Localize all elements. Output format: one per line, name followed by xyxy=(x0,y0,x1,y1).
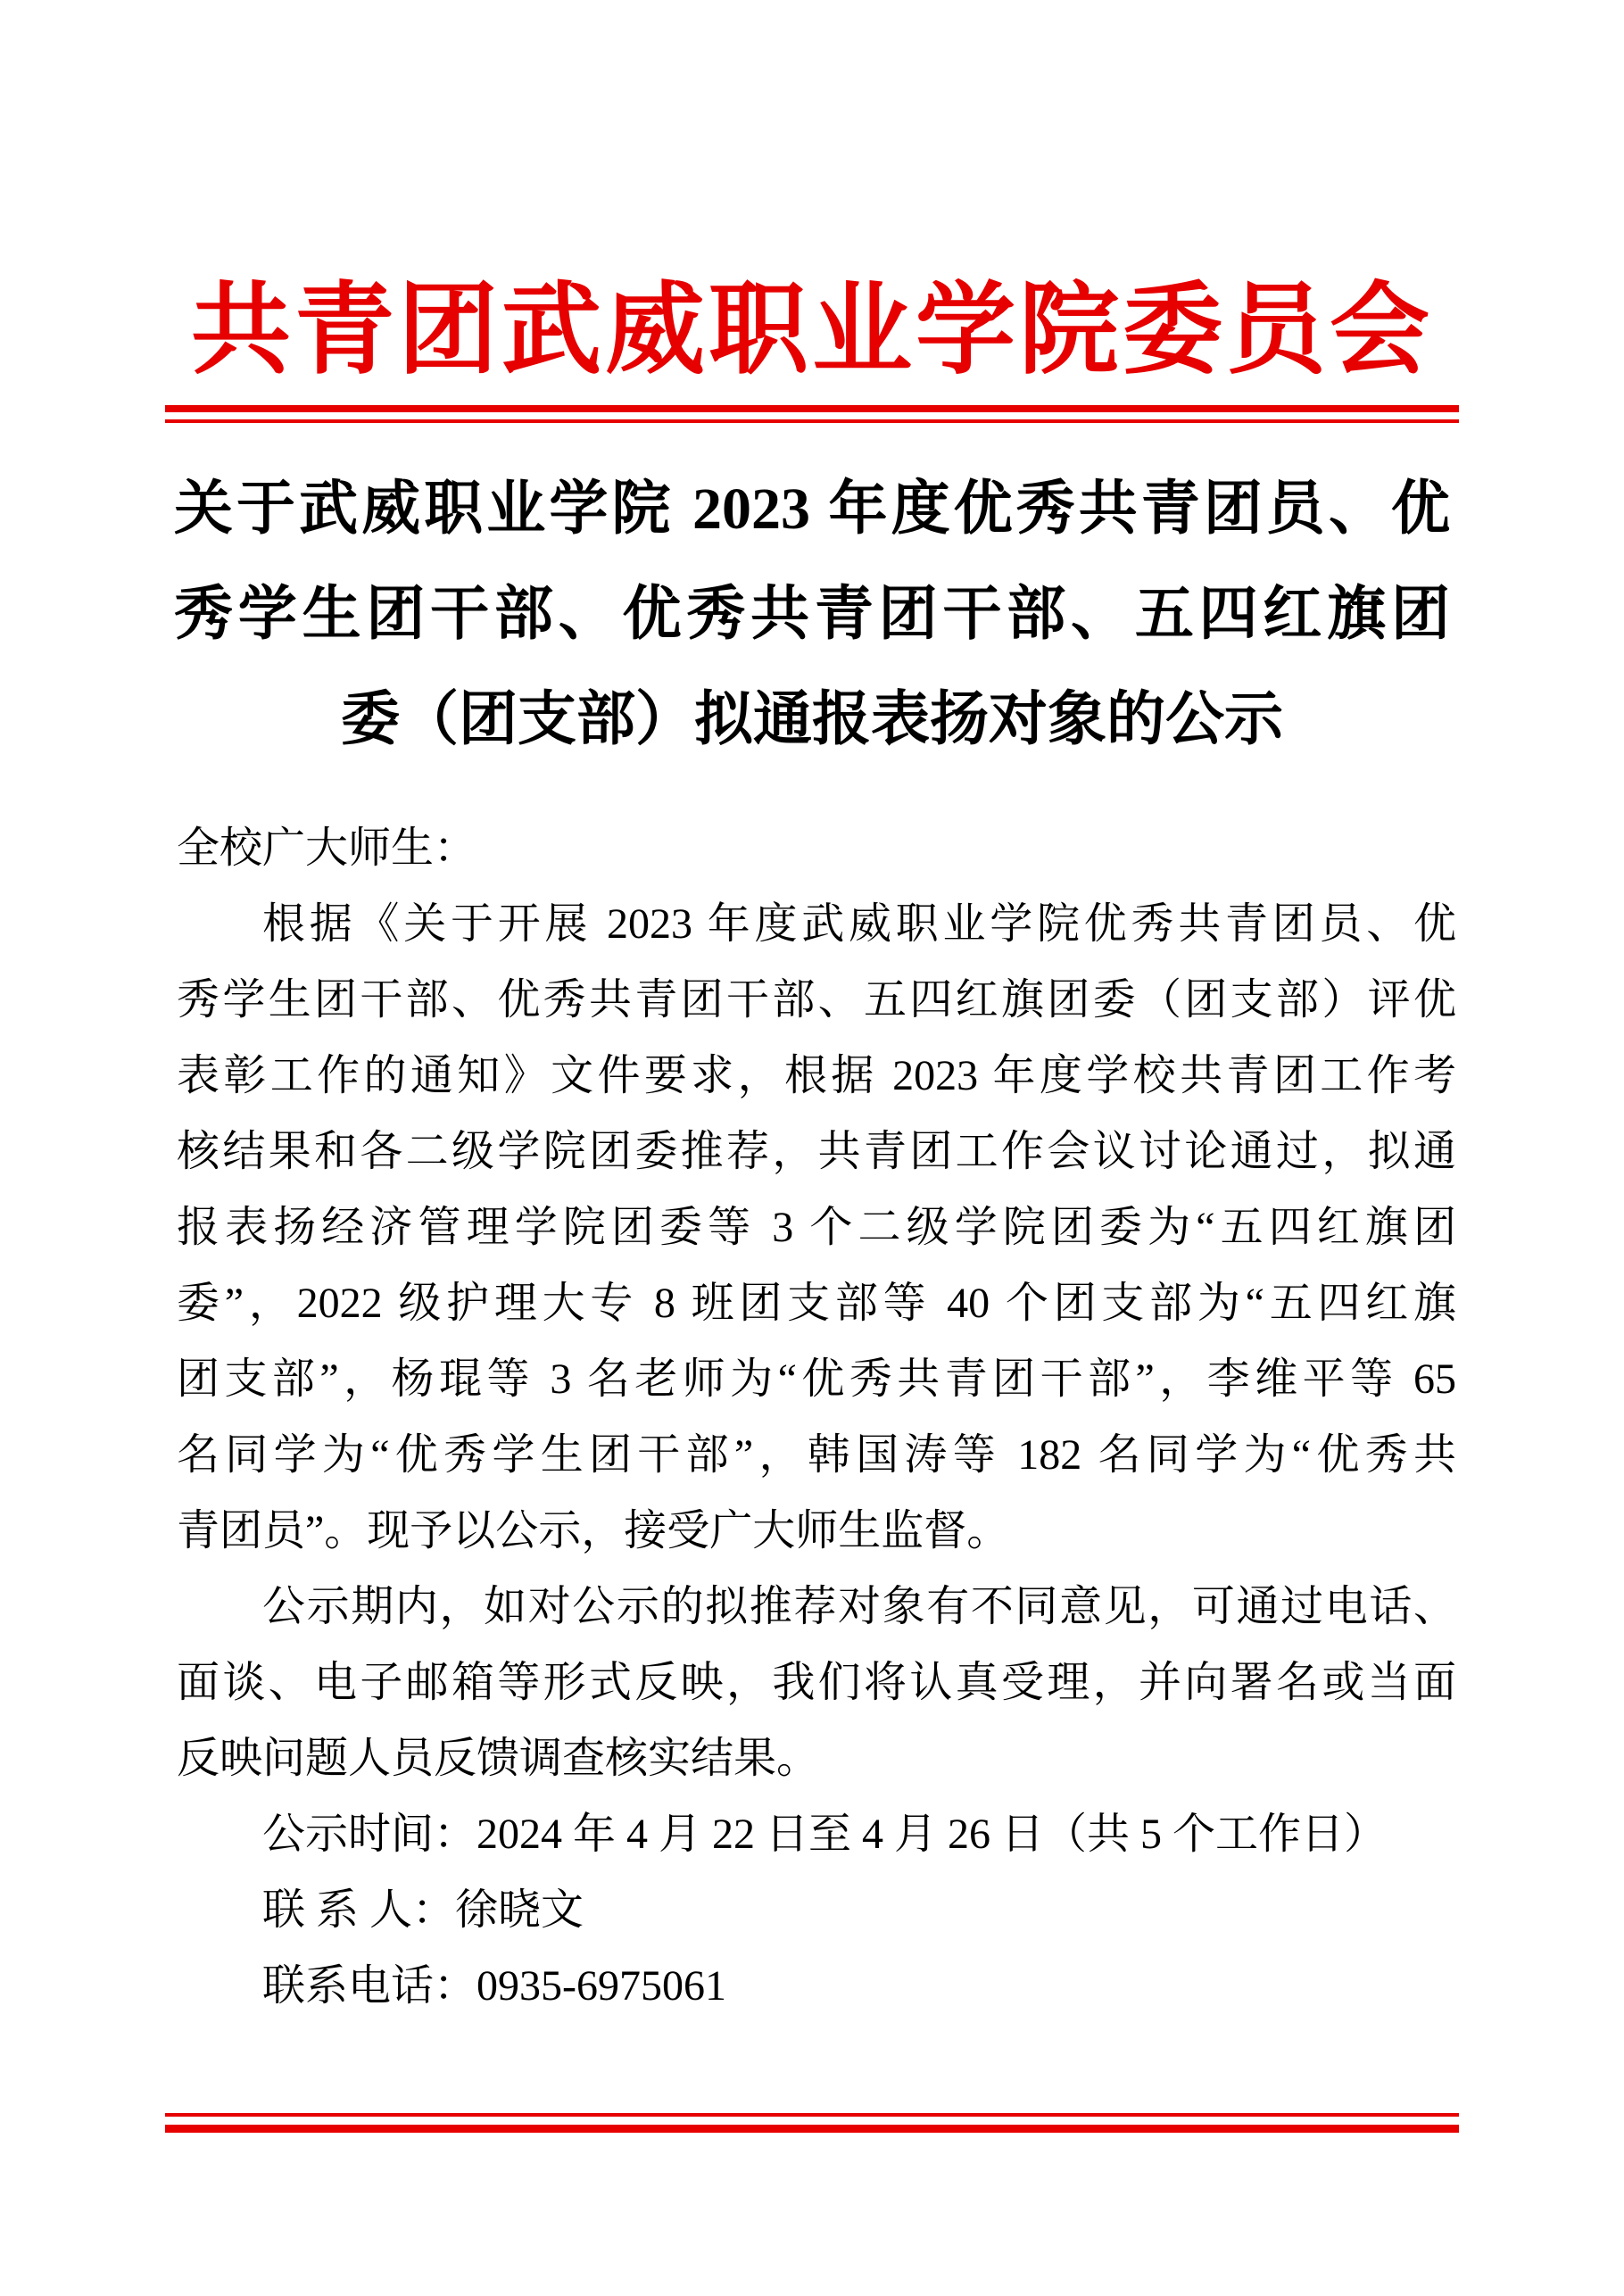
paragraph-notice-period xyxy=(177,1796,1456,1872)
body-line: 青团员”。现予以公示，接受广大师生监督。 xyxy=(177,1507,1010,1554)
body-line: 公示期内，如对公示的拟推荐对象有不同意见，可通过电话、 xyxy=(262,1583,1456,1630)
body-line: 核结果和各二级学院团委推荐，共青团工作会议讨论通过，拟通 xyxy=(177,1128,1456,1175)
paragraph-announcement xyxy=(177,886,1456,1569)
salutation: 全校广大师生： xyxy=(177,825,477,872)
document-header-title: 共青团武威职业学院委员会 xyxy=(191,276,1433,386)
body-line: 根据《关于开展 2023 年度武威职业学院优秀共青团员、优 xyxy=(262,900,1456,948)
body-line: 联 系 人：徐晓文 xyxy=(262,1886,584,1934)
paragraphs xyxy=(177,886,1456,2024)
body-line: 联系电话：0935-6975061 xyxy=(262,1962,726,2010)
footer-rule-thin xyxy=(165,2113,1459,2117)
header-rule-thick xyxy=(165,405,1459,412)
body-line: 报表扬经济管理学院团委等 3 个二级学院团委为“五四红旗团 xyxy=(177,1204,1456,1251)
header-rule-thin xyxy=(165,419,1459,423)
body-line: 表彰工作的通知》文件要求，根据 2023 年度学校共青团工作考 xyxy=(177,1052,1456,1099)
body-line: 委”，2022 级护理大专 8 班团支部等 40 个团支部为“五四红旗 xyxy=(177,1280,1456,1327)
body-line: 面谈、电子邮箱等形式反映，我们将认真受理，并向署名或当面 xyxy=(177,1659,1456,1706)
title-line: 委（团支部）拟通报表扬对象的公示 xyxy=(341,687,1283,752)
body-line: 团支部”，杨琨等 3 名老师为“优秀共青团干部”，李维平等 65 xyxy=(177,1355,1456,1403)
body-line: 秀学生团干部、优秀共青团干部、五四红旗团委（团支部）评优 xyxy=(177,976,1456,1024)
document-title xyxy=(174,457,1450,773)
paragraph-feedback xyxy=(177,1569,1456,1796)
paragraph-contact-person xyxy=(177,1872,1456,1948)
body-line: 公示时间：2024 年 4 月 22 日至 4 月 26 日（共 5 个工作日） xyxy=(262,1811,1388,1858)
title-line: 关于武威职业学院 2023 年度优秀共青团员、优 xyxy=(174,477,1450,542)
body-line: 名同学为“优秀学生团干部”，韩国涛等 182 名同学为“优秀共 xyxy=(177,1431,1456,1479)
footer-rule-thick xyxy=(165,2125,1459,2133)
title-line: 秀学生团干部、优秀共青团干部、五四红旗团 xyxy=(174,582,1450,647)
paragraph-contact-phone xyxy=(177,1948,1456,2024)
body-line: 反映问题人员反馈调查核实结果。 xyxy=(177,1735,820,1782)
document-body xyxy=(177,810,1456,2024)
